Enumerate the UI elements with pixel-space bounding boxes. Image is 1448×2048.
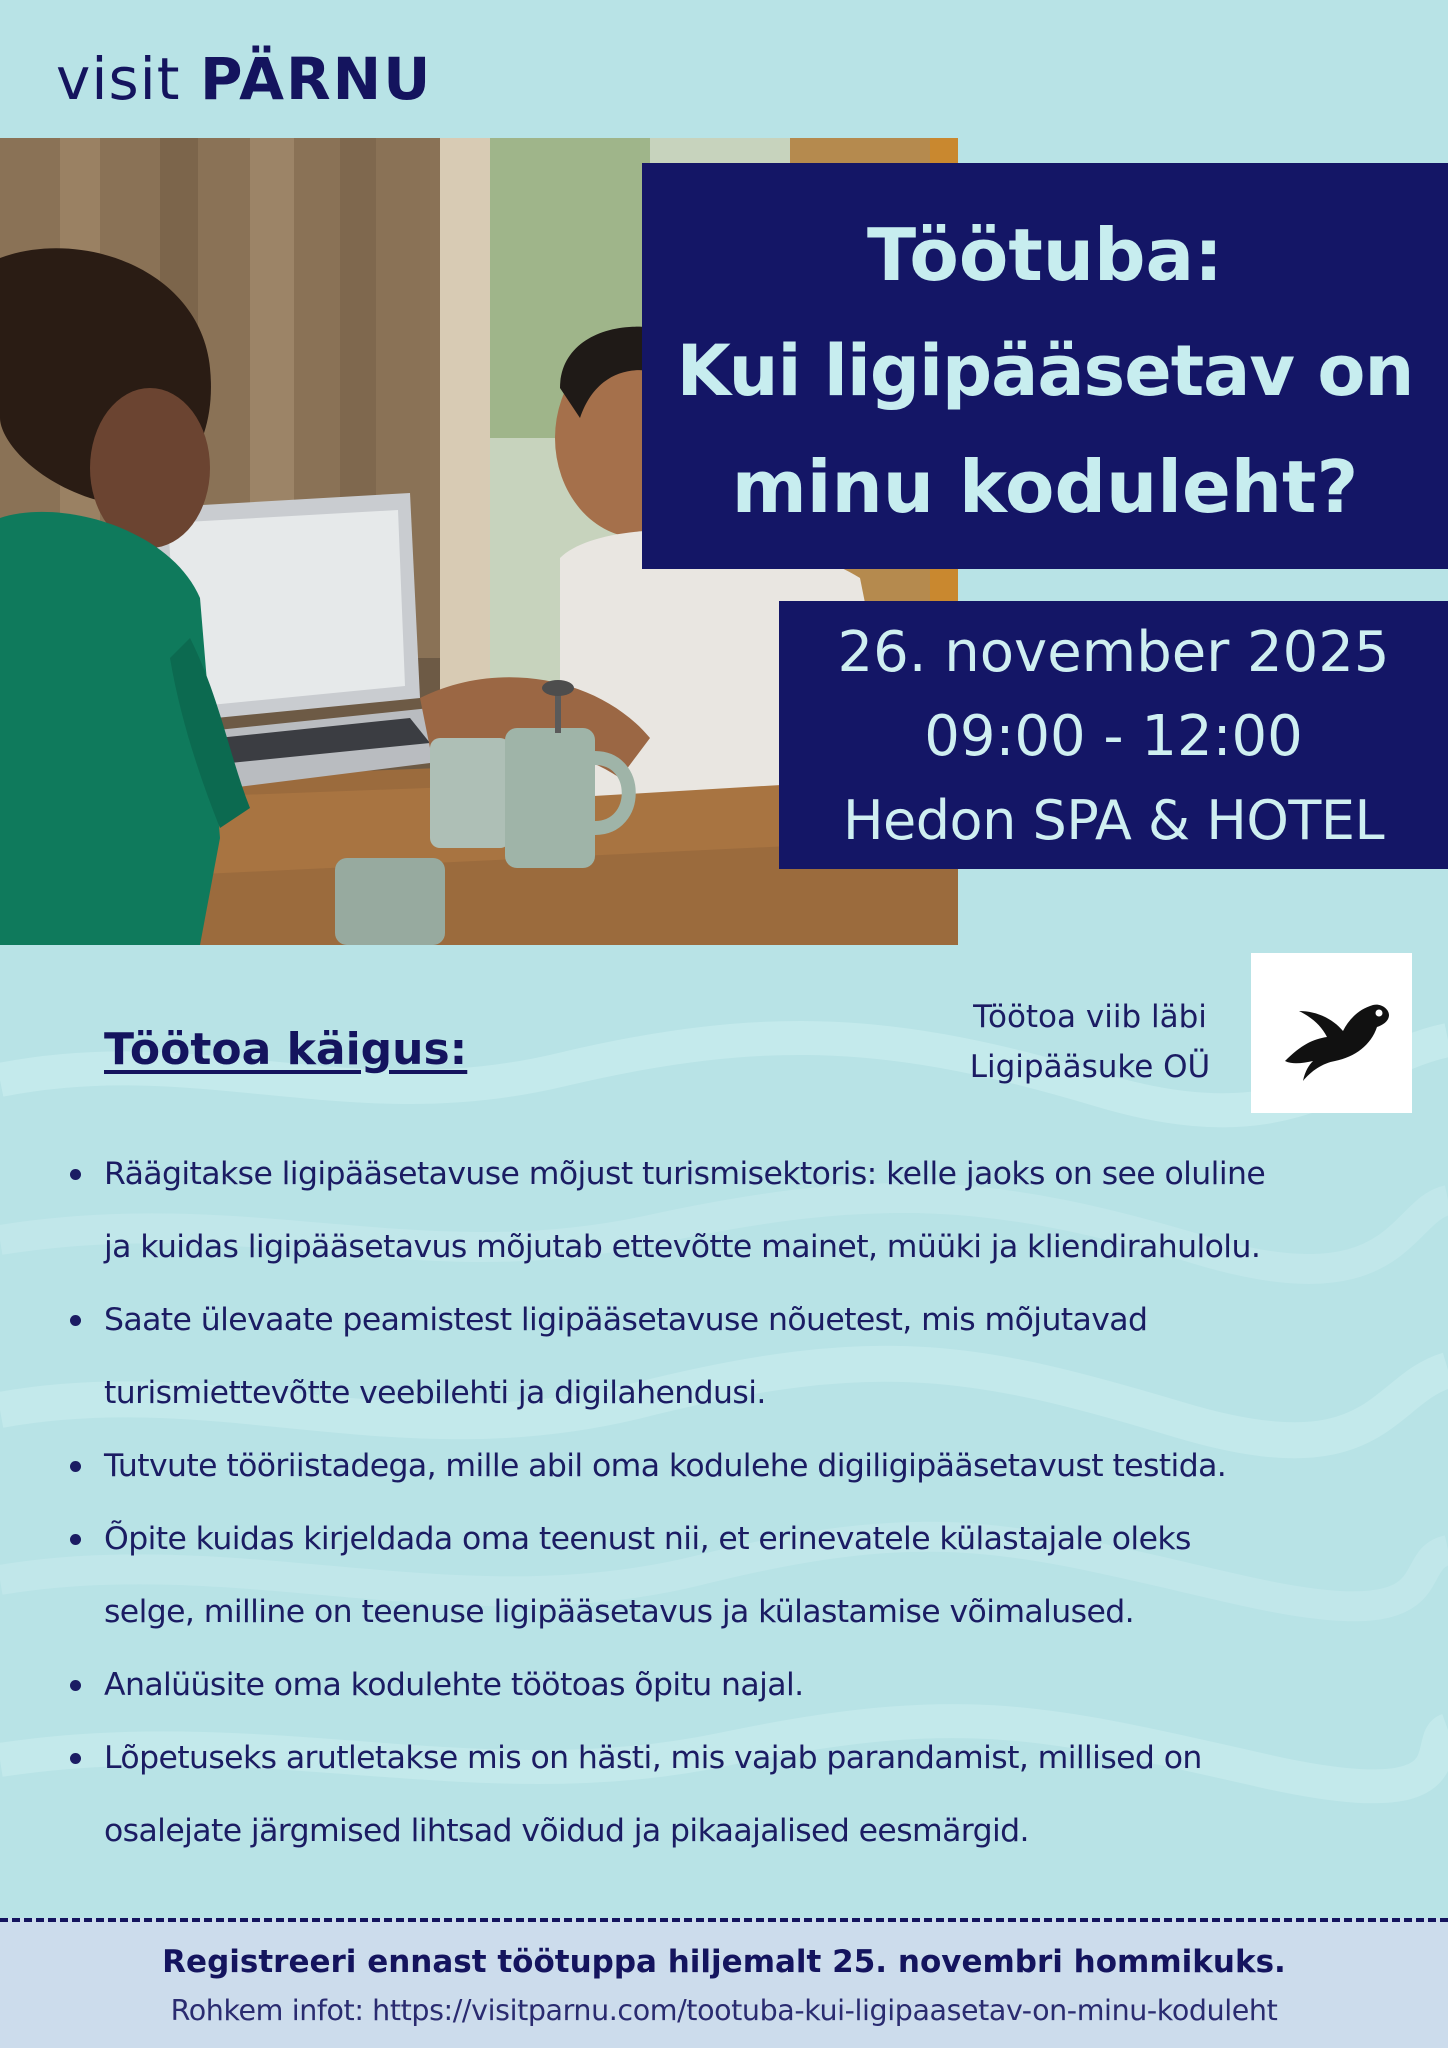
agenda-item: Analüüsite oma kodulehte töötoas õpitu najal. [70,1649,1410,1722]
logo-word-visit: visit [56,45,181,113]
title-line-2: Kui ligipääsetav on [676,330,1414,412]
visit-parnu-logo [56,44,432,114]
registration-note: Registreeri ennast töötuppa hiljemalt 25. novembri hommikuks. [162,1944,1286,1980]
workshop-title-box [642,163,1448,569]
agenda-item: Räägitakse ligipääsetavuse mõjust turismisektoris: kelle jaoks on see oluline ja kuidas ligipääsetavus mõjutab ettevõtte mainet, müüki ja kliendirahulolu. [70,1138,1410,1284]
logo-word-parnu: PÄRNU [199,45,433,113]
agenda-list [70,1138,1410,1868]
facilitator-logo [1251,953,1412,1113]
dashed-divider [0,1918,1448,1922]
agenda-item: Saate ülevaate peamistest ligipääsetavuse nõuetest, mis mõjutavad turismiettevõtte veebilehti ja digilahendusi. [70,1284,1410,1430]
facilitator-text [940,992,1240,1092]
more-info-link[interactable]: Rohkem infot: https://visitparnu.com/tootuba-kui-ligipaasetav-on-minu-koduleht [170,1994,1278,2027]
agenda-item: Lõpetuseks arutletakse mis on hästi, mis vajab parandamist, millised on osalejate järgmised lihtsad võidud ja pikaajalised eesmärgid. [70,1722,1410,1868]
event-time: 09:00 - 12:00 [924,704,1303,769]
title-line-3: minu koduleht? [731,445,1359,529]
title-line-1: Töötuba: [867,213,1223,297]
event-venue: Hedon SPA & HOTEL [842,789,1385,852]
agenda-item: Õpite kuidas kirjeldada oma teenust nii, et erinevatele külastajale oleks selge, milline on teenuse ligipääsetavus ja külastamise võimalused. [70,1503,1410,1649]
agenda-item: Tutvute tööriistadega, mille abil oma kodulehe digiligipääsetavust testida. [70,1430,1410,1503]
event-info-box [779,601,1448,869]
swallow-bird-icon [1251,953,1412,1113]
agenda-heading: Töötoa käigus: [104,1024,468,1075]
facilitator-line-1: Töötoa viib läbi [973,999,1207,1035]
event-date: 26. november 2025 [837,620,1390,685]
footer [0,1918,1448,2048]
facilitator-line-2: Ligipääsuke OÜ [969,1049,1211,1085]
